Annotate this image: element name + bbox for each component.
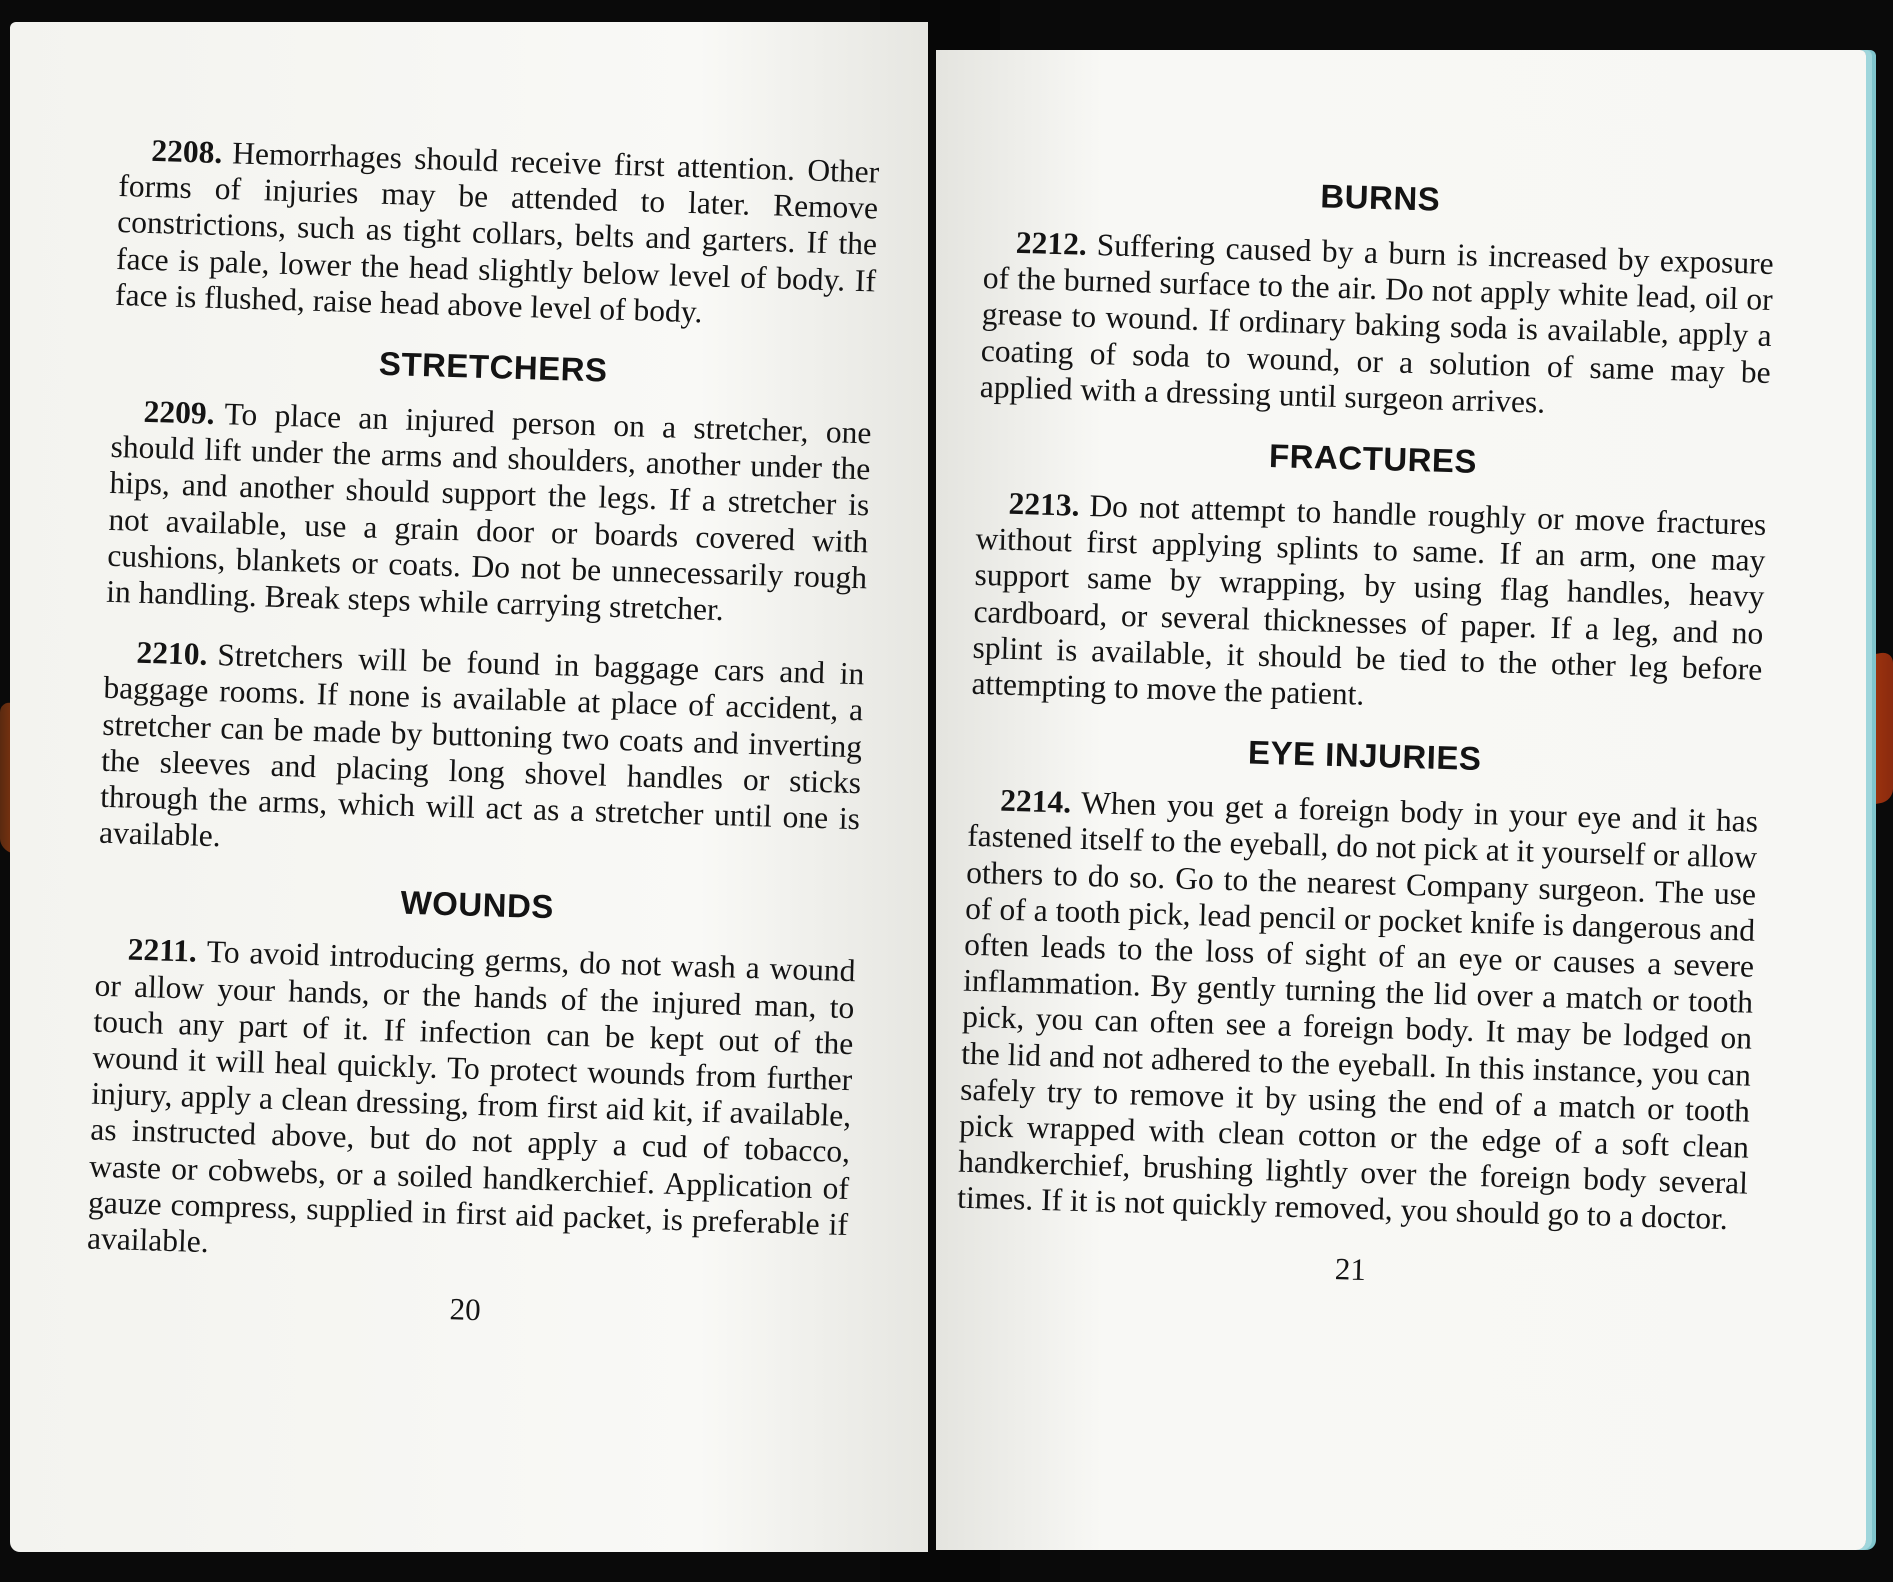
right-page-content — [955, 168, 1776, 1298]
section-number: 2211. — [127, 932, 198, 970]
heading-wounds: WOUNDS — [400, 884, 555, 926]
section-number: 2209. — [143, 393, 216, 431]
paragraph-text: To place an injured person on a stretcher, one should lift under the arms and shoulders, another under the hips, and another should support the legs. If a stretcher is not available, use a grain door or boards covered with cushions, blankets or coats. Do not be unnecessarily rough in handling. Break steps while carrying stretcher. — [105, 396, 872, 628]
heading-burns: BURNS — [1319, 177, 1441, 218]
paragraph-text: Suffering caused by a burn is increased by exposure of the burned surface to the air. Do not apply white lead, oil or grease to wound. If ordinary baking soda is available, apply a coating of soda to wound, or a solution of same may be applied with a dressing until surgeon arrives. — [979, 227, 1775, 420]
paragraph-2209 — [106, 393, 872, 633]
paragraph-2208 — [115, 132, 880, 335]
section-number: 2214. — [999, 782, 1072, 820]
paragraph-2210 — [99, 634, 865, 874]
section-number: 2210. — [136, 634, 208, 673]
paragraph-2214 — [957, 782, 1759, 1238]
paragraph-2213 — [971, 485, 1767, 724]
section-number: 2208. — [150, 132, 223, 171]
left-page — [10, 22, 928, 1552]
paragraph-text: Stretchers will be found in baggage cars and in baggage rooms. If none is available at place of accident, a stretcher can be made by buttoning two coats and inverting the sleeves and placing long shovel handles or sticks through the arms, which will act as a stretcher until one is available. — [98, 637, 865, 854]
left-page-content — [85, 132, 880, 1339]
section-number: 2212. — [1015, 224, 1088, 262]
paragraph-text: To avoid introducing germs, do not wash a wound or allow your hands, or the hands of the injured man, to touch any part of it. If infection can be kept out of the wound it will heal quickly. To protect wounds from further injury, apply a clean dressing, from first aid kit, if available, as instructed above, but do not apply a cud of tobacco, waste or cobwebs, or a soiled handkerchief. Application of gauze compress, supplied in first aid packet, is preferable if available. — [86, 934, 856, 1260]
paragraph-2212 — [979, 224, 1774, 427]
paragraph-text: When you get a foreign body in your eye and it has fastened itself to the eyeball, do not pick at it yourself or allow others to do so. Go to the nearest Company surgeon. The use of of a tooth pick, lead pencil or pocket knife is dangerous and often leads to the loss of sight of an eye or causes a severe inflammation. By gently turning the lid over a match or tooth pick, you can often see a foreign body. It may be lodged on the lid and not adhered to the eyeball. In this instance, you can safely try to remove it by using the end of a match or tooth pick wrapped with clean cotton or the edge of a soft clean handkerchief, brushing lightly over the foreign body several times. If it is not quickly removed, you should go to a doctor. — [956, 785, 1759, 1237]
paragraph-text: Hemorrhages should receive first attention. Other forms of injuries may be attended to later. Remove constrictions, such as tight collars, belts and garters. If the face is pale, lower the head slightly below level of body. If face is flushed, raise head above level of body. — [114, 135, 880, 330]
paragraph-2211 — [87, 931, 856, 1279]
right-page — [936, 50, 1866, 1550]
heading-eye-injuries: EYE INJURIES — [1247, 733, 1482, 778]
heading-stretchers: STRETCHERS — [378, 344, 609, 389]
page-number-right: 21 — [1334, 1250, 1367, 1287]
heading-fractures: FRACTURES — [1268, 437, 1478, 480]
page-number-left: 20 — [449, 1291, 482, 1328]
section-number: 2213. — [1008, 485, 1080, 523]
paragraph-text: Do not attempt to handle roughly or move fractures without first applying splints to same. If an arm, one may support same by wrapping, by using flag handles, heavy cardboard, or several thicknesses of paper. If a leg, and no splint is available, it should be tied to the other leg before attempting to move the patient. — [971, 488, 1767, 712]
